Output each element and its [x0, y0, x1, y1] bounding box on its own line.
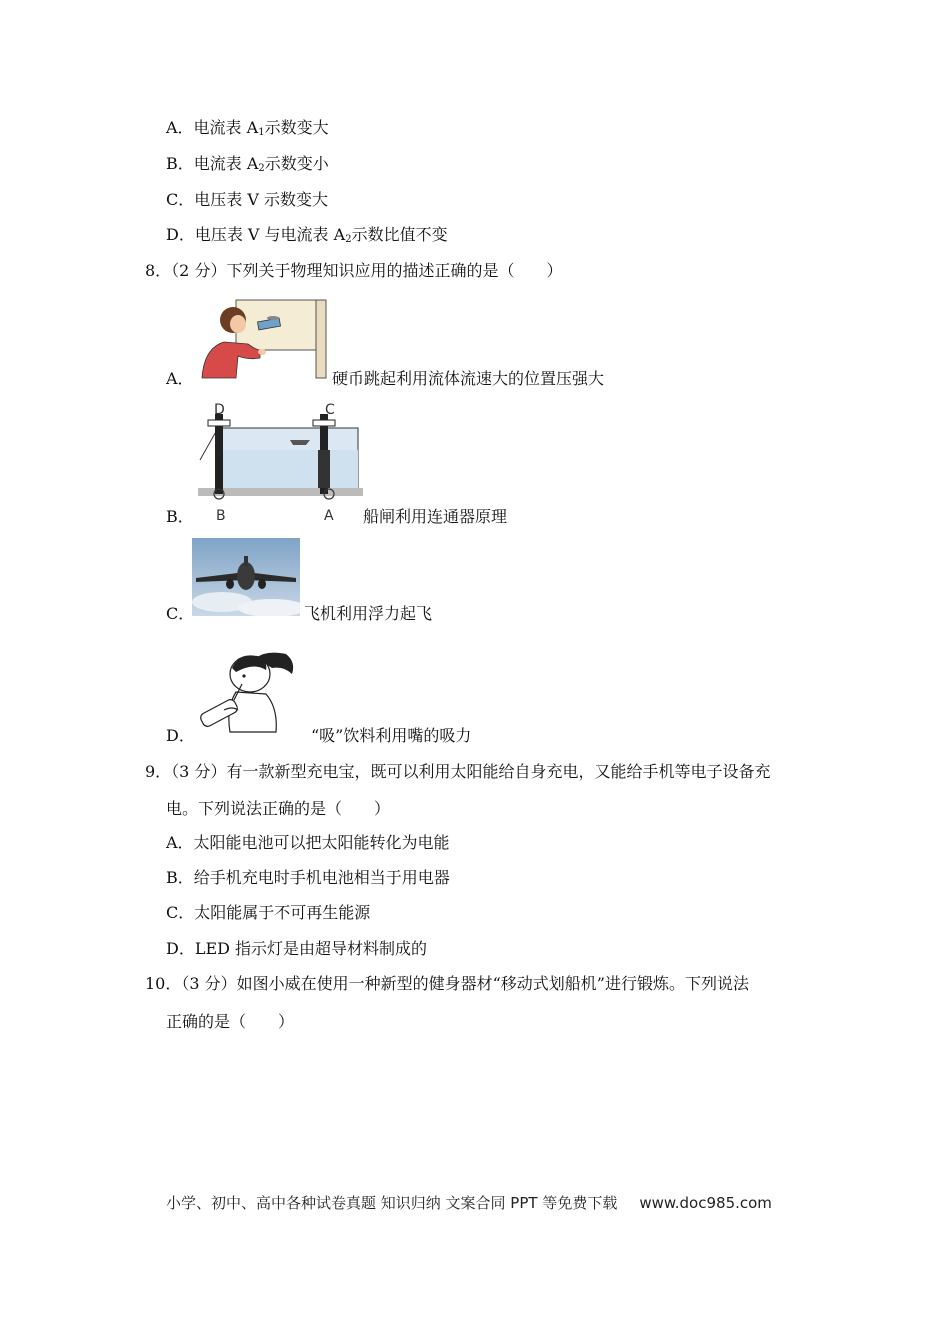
coin-jump-figure	[198, 298, 328, 380]
option-text: 硬币跳起利用流体流速大的位置压强大	[332, 369, 605, 388]
option-label: D．	[166, 726, 195, 745]
q7-option-b-text: B．电流表 A	[166, 154, 259, 173]
q7-option-d-text: D．电压表 V 与电流表 A	[166, 225, 346, 244]
ship-lock-figure	[198, 400, 363, 525]
q10-stem-line2: 正确的是（ ）	[166, 1012, 295, 1031]
q7-option-d-text-end: 示数比值不变	[351, 225, 448, 244]
q8-stem: 8．（2 分）下列关于物理知识应用的描述正确的是（ ）	[145, 261, 563, 280]
airplane-figure	[192, 538, 300, 616]
q7-option-a-text: A．电流表 A	[166, 118, 259, 137]
valve-label-a: A	[324, 508, 334, 524]
q8-option-a	[166, 369, 605, 389]
option-text: “吸”饮料利用嘴的吸力	[311, 726, 472, 745]
q7-option-d	[166, 225, 448, 250]
option-label: A．	[166, 369, 194, 388]
q7-option-a-text-end: 示数变大	[264, 118, 329, 137]
q9-option-c: C．太阳能属于不可再生能源	[166, 903, 371, 922]
q9-stem-line1: 9．（3 分）有一款新型充电宝，既可以利用太阳能给自身充电，又能给手机等电子设备充	[145, 762, 771, 781]
footer-url[interactable]: www.doc985.com	[639, 1194, 772, 1212]
subscript: 2	[258, 163, 265, 174]
q10-stem-line1: 10．（3 分）如图小威在使用一种新型的健身器材“移动式划船机”进行锻炼。下列说法	[145, 974, 749, 993]
option-text: 飞机利用浮力起飞	[304, 604, 433, 623]
subscript: 1	[258, 127, 265, 138]
q9-option-d: D．LED 指示灯是由超导材料制成的	[166, 939, 428, 958]
q9-stem-line2: 电。下列说法正确的是（ ）	[166, 799, 391, 818]
q7-option-b	[166, 154, 329, 179]
q7-option-c: C．电压表 V 示数变大	[166, 190, 328, 209]
option-text: 船闸利用连通器原理	[363, 507, 508, 526]
q8-option-d	[166, 726, 472, 746]
subscript: 2	[345, 234, 352, 245]
q9-option-a: A．太阳能电池可以把太阳能转化为电能	[166, 833, 450, 852]
footer-text: 小学、初中、高中各种试卷真题 知识归纳 文案合同 PPT 等免费下载	[166, 1194, 618, 1212]
gate-label-d: D	[214, 402, 225, 418]
option-label: C．	[166, 604, 195, 623]
option-label: B．	[166, 507, 194, 526]
q8-option-c	[166, 604, 433, 624]
q8-option-b	[166, 507, 508, 527]
q7-option-b-text-end: 示数变小	[264, 154, 329, 173]
girl-drinking-figure	[196, 648, 304, 740]
page-footer	[166, 1192, 772, 1213]
q7-option-a	[166, 118, 329, 143]
gate-label-c: C	[325, 402, 335, 418]
q9-option-b: B．给手机充电时手机电池相当于用电器	[166, 868, 450, 887]
valve-label-b: B	[216, 508, 226, 524]
